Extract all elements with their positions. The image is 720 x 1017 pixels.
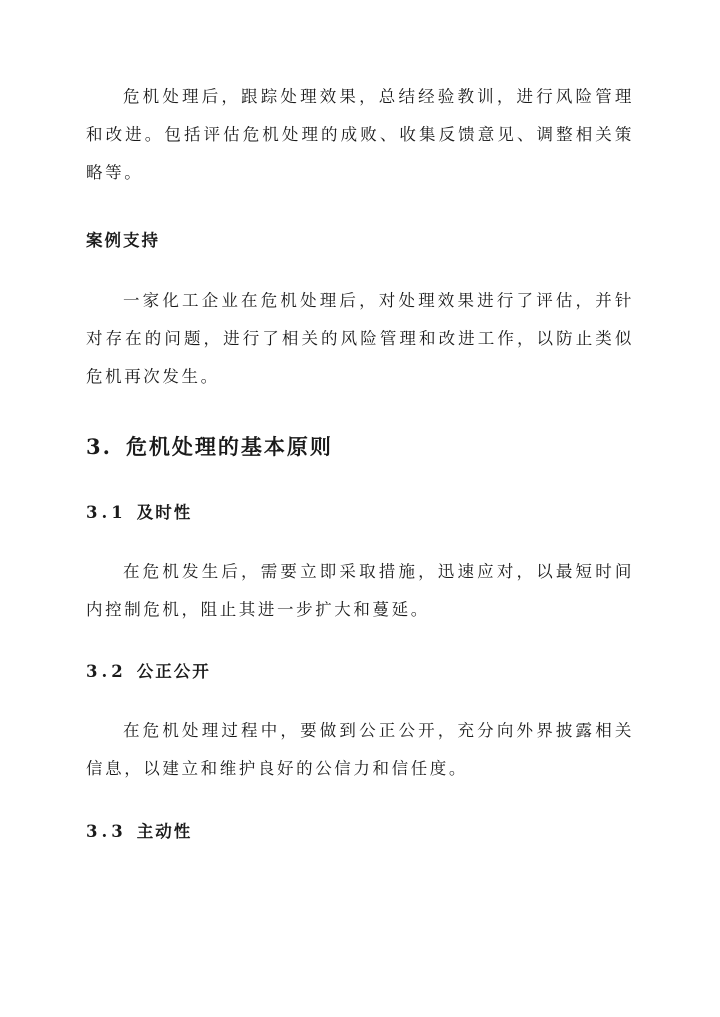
subsection-title: 及时性	[136, 503, 193, 522]
subsection-3-1-heading	[86, 501, 192, 525]
section-number: 3.	[86, 434, 112, 459]
paragraph-post-crisis-review: 危机处理后，跟踪处理效果，总结经验教训，进行风险管理和改进。包括评估危机处理的成败、收集反馈意见、调整相关策略等。	[86, 87, 634, 182]
subsection-3-2-heading	[86, 660, 211, 684]
subsection-number: 3.3	[86, 822, 127, 841]
subsection-number: 3.1	[86, 503, 127, 522]
subsection-number: 3.2	[86, 662, 127, 681]
subsection-3-3-heading	[86, 820, 192, 844]
paragraph-fairness-openness: 在危机处理过程中，要做到公正公开，充分向外界披露相关信息，以建立和维护良好的公信力和信任度。	[86, 721, 634, 778]
paragraph-case-example: 一家化工企业在危机处理后，对处理效果进行了评估，并针对存在的问题，进行了相关的风险管理和改进工作，以防止类似危机再次发生。	[86, 291, 634, 386]
section-title: 危机处理的基本原则	[125, 434, 333, 459]
subsection-title: 公正公开	[136, 662, 211, 681]
section-3-heading	[86, 432, 333, 462]
case-support-heading: 案例支持	[86, 231, 160, 250]
subsection-title: 主动性	[136, 822, 193, 841]
paragraph-timeliness: 在危机发生后，需要立即采取措施，迅速应对，以最短时间内控制危机，阻止其进一步扩大和蔓延。	[86, 562, 634, 619]
